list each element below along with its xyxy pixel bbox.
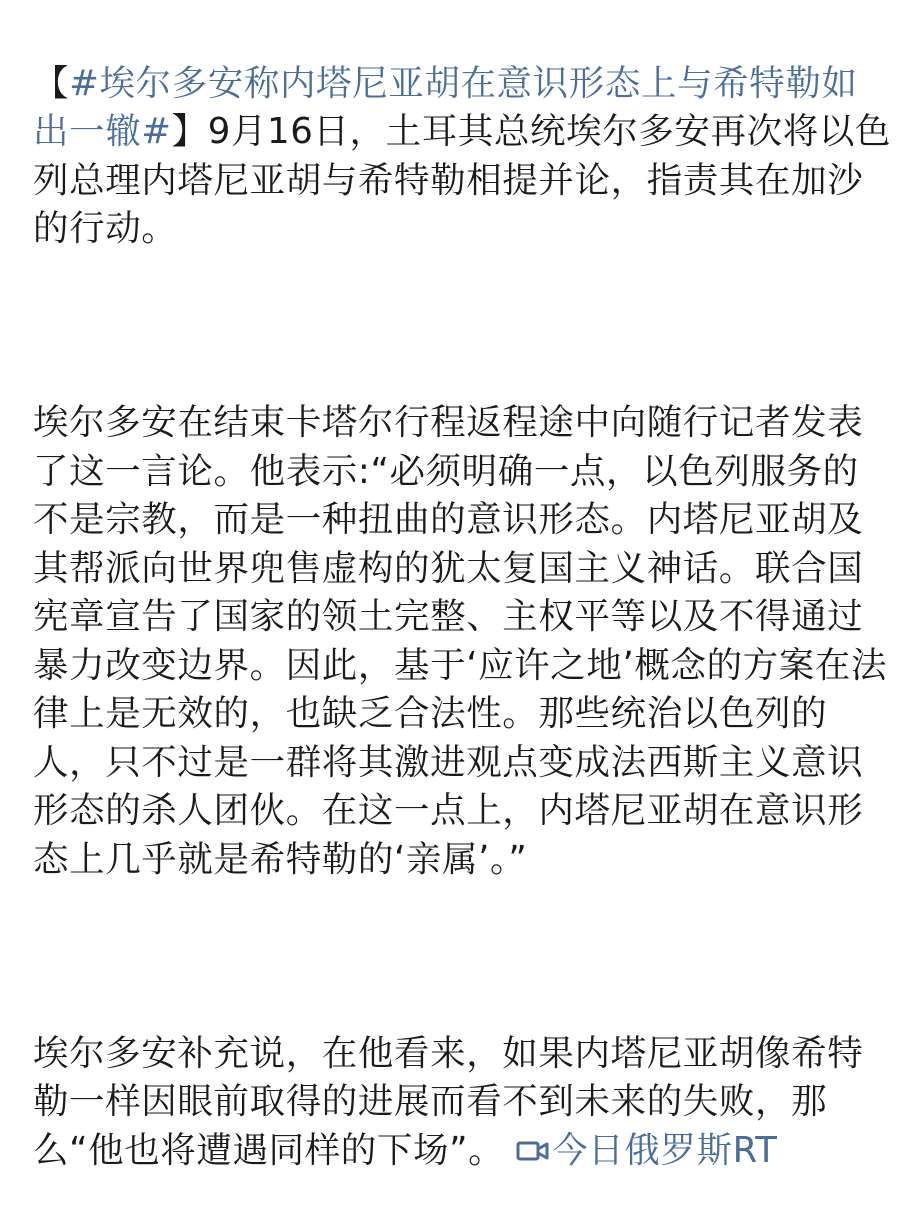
source-label[interactable]: 今日俄罗斯RT bbox=[552, 1129, 778, 1171]
paragraph-quote bbox=[33, 399, 893, 884]
topic-link[interactable]: #埃尔多安称内塔尼亚胡在意识形态上与希特勒如出一辙# bbox=[33, 62, 858, 152]
paragraph-gap bbox=[33, 302, 893, 351]
source-link[interactable] bbox=[504, 1130, 777, 1171]
paragraph-gap bbox=[33, 933, 893, 982]
bracket-open: 【 bbox=[33, 62, 70, 104]
paragraph-intro bbox=[33, 60, 893, 254]
paragraph-conclusion bbox=[33, 1030, 893, 1176]
video-icon bbox=[516, 1137, 550, 1165]
post-body bbox=[33, 11, 893, 1224]
conclusion-text: 埃尔多安补充说，在他看来，如果内塔尼亚胡像希特勒一样因眼前取得的进展而看不到未来的失败，那么“他也将遭遇同样的下场”。 bbox=[33, 1032, 864, 1171]
intro-text: 9月16日，土耳其总统埃尔多安再次将以色列总理内塔尼亚胡与希特勒相提并论，指责其在加沙的行动。 bbox=[33, 111, 892, 249]
bracket-close: 】 bbox=[171, 111, 208, 152]
quote-text: 埃尔多安在结束卡塔尔行程返程途中向随行记者发表了这一言论。他表示:“必须明确一点，以色列服务的不是宗教，而是一种扭曲的意识形态。内塔尼亚胡及其帮派向世界兜售虚构的犹太复国主义神话。联合国宪章宣告了国家的领土完整、主权平等以及不得通过暴力改变边界。因此，基于‘应许之地’概念的方案在法律上是无效的，也缺乏合法性。那些统治以色列的人，只不过是一群将其激进观点变成法西斯主义意识形态的杀人团伙。在这一点上，内塔尼亚胡在意识形态上几乎就是希特勒的‘亲属’。” bbox=[33, 402, 888, 880]
